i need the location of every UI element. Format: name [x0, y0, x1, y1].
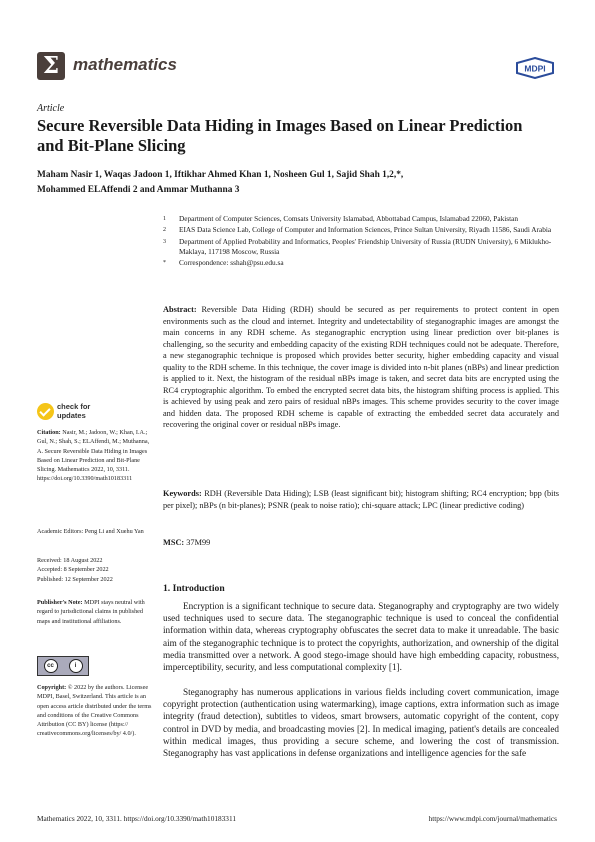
footer-citation: Mathematics 2022, 10, 3311. https://doi.org/10.3390/math10183311 — [37, 814, 236, 823]
received-date: Received: 18 August 2022 — [37, 557, 103, 564]
svg-text:MDPI: MDPI — [524, 63, 546, 74]
citation: Citation: Nasir, M.; Jadoon, W.; Khan, I.A.; Gul, N.; Shah, S.; ELAffendi, M.; Muthanna, A. Secure Reversible Data Hiding in Images Based on Linear Prediction and Bit-Plane Slicing. Mathematics 2022, 10, 3311. https://doi.org/10.3390/math10183311 — [37, 429, 150, 483]
journal-name: mathematics — [73, 55, 177, 74]
section-heading: 1. Introduction — [163, 583, 225, 594]
check-icon — [37, 403, 54, 420]
affiliation-item: 2 EIAS Data Science Lab, College of Computer and Information Sciences, Prince Sultan University, Riyadh 11586, Saudi Arabia — [163, 225, 552, 235]
paper-title: Secure Reversible Data Hiding in Images Based on Linear Prediction and Bit-Plane Slicing — [37, 116, 523, 155]
journal-url-link[interactable]: https://www.mdpi.com/journal/mathematics — [428, 814, 557, 823]
abstract-label: Abstract: — [163, 305, 197, 314]
paragraph: Encryption is a significant technique to secure data. Steganography and cryptography are two widely used techniques used to secure data. The steganographic technique is used to conceal the confidential information within data, whereas cryptography obfuscates the secret data to make it unreadable. The basic aim of the steganographic technique is to protect the copyrights, authorization, and ownership of the digital media transmitted over a network. A good stego-image should have high embedding capacity, robustness, imperceptibility, security, and less computational complexity [1]. — [163, 601, 559, 673]
publisher-note: Publisher's Note: MDPI stays neutral with regard to jurisdictional claims in published maps and institutional affiliations. — [37, 599, 145, 625]
paragraph: Steganography has numerous applications in various fields including covert communication, image copyright protection (authentication using watermarking), image captions, extra information such as image integrity (fraud detection), subtitles to videos, smart browsers, automatic copyright of the content, copy control in DVD by media, and broadcasting movies [2]. In medical imaging, patient's details are concealed within medical images, thus providing a secure scheme, and lowering the cost of transmission. Steganography has vast applications in defense organizations and intelligence agencies for the safe — [163, 687, 559, 759]
page-footer — [37, 814, 557, 823]
correspondence: * Correspondence: sshah@psu.edu.sa — [163, 258, 284, 268]
cc-by-license-icon[interactable]: cc i — [37, 656, 89, 676]
abstract — [163, 304, 559, 431]
accepted-date: Accepted: 8 September 2022 — [37, 566, 109, 574]
author-list — [37, 168, 557, 198]
abstract-text: Reversible Data Hiding (RDH) should be secured as per requirements to protect content in open environments such as the cloud and internet. Integrity and undetectability of steganographic images are amongst the main concerns in any RDH scheme. As steganographic encryption using linear prediction over bit-planes is challenging, so the security and embedding capacity of the existing RDH techniques could not be adequate. Therefore, a new steganographic technique is proposed which provides better security, higher embedding capacity and visual quality to the RDH scheme. In this technique, the cover image is divided into n-bit planes (nBPs) and linear prediction is applied to it. Next, the histogram of the residual nBPs image is taken, and secret data bits are encrypted using the RC4 cryptographic algorithm. To embed the encrypted secret data bits, the histogram shifting process is applied. This is achieved by using peak and zero pairs of residual nBPs images. This scheme provides security to the cover image and hidden data. The proposed RDH scheme is capable of extracting the embedded secret data accurately and recovering the original cover or residual nBPs image. — [163, 305, 560, 430]
article-type: Article — [37, 103, 65, 114]
keywords — [163, 488, 559, 511]
keywords-text: RDH (Reversible Data Hiding); LSB (least significant bit); histogram shifting; RC4 encryption; bpp (bits per pixel); nBPs (n bit-planes); PSNR (peak to noise ratio); chi-square attack; LPC (linear predictive coding) — [163, 489, 560, 510]
dates — [37, 556, 155, 584]
affiliations — [163, 214, 553, 269]
msc-code: MSC: 37M99 — [163, 538, 211, 547]
authors-line-2: Mohammed ELAffendi 2 and Ammar Muthanna 3 — [37, 185, 240, 195]
affiliation-item: 1 Department of Computer Sciences, Comsats University Islamabad, Abbottabad Campus, Islamabad 22060, Pakistan — [163, 214, 519, 223]
copyright: Copyright: © 2022 by the authors. Licensee MDPI, Basel, Switzerland. This article is an open access article distributed under the terms and conditions of the Creative Commons Attribution (CC BY) license (https:// creativecommons.org/licenses/by/ 4.0/). — [37, 684, 152, 738]
journal-logo: Σ — [37, 52, 65, 80]
published-date: Published: 12 September 2022 — [37, 575, 113, 583]
keywords-label: Keywords: — [163, 489, 202, 498]
academic-editors: Academic Editors: Peng Li and Xuehu Yan — [37, 528, 144, 535]
affiliation-item: 3 Department of Applied Probability and Informatics, Peoples' Friendship University of Russia (RUDN University), 6 Miklukho-Maklaya, 117198 Moscow, Russia — [163, 236, 552, 256]
msc-label: MSC: — [163, 538, 185, 547]
authors-line-1: Maham Nasir 1, Waqas Jadoon 1, Iftikhar Ahmed Khan 1, Nosheen Gul 1, Sajid Shah 1,2,*, — [37, 170, 404, 180]
mdpi-logo — [515, 57, 555, 79]
check-for-updates-button[interactable]: check for updates — [37, 402, 95, 422]
